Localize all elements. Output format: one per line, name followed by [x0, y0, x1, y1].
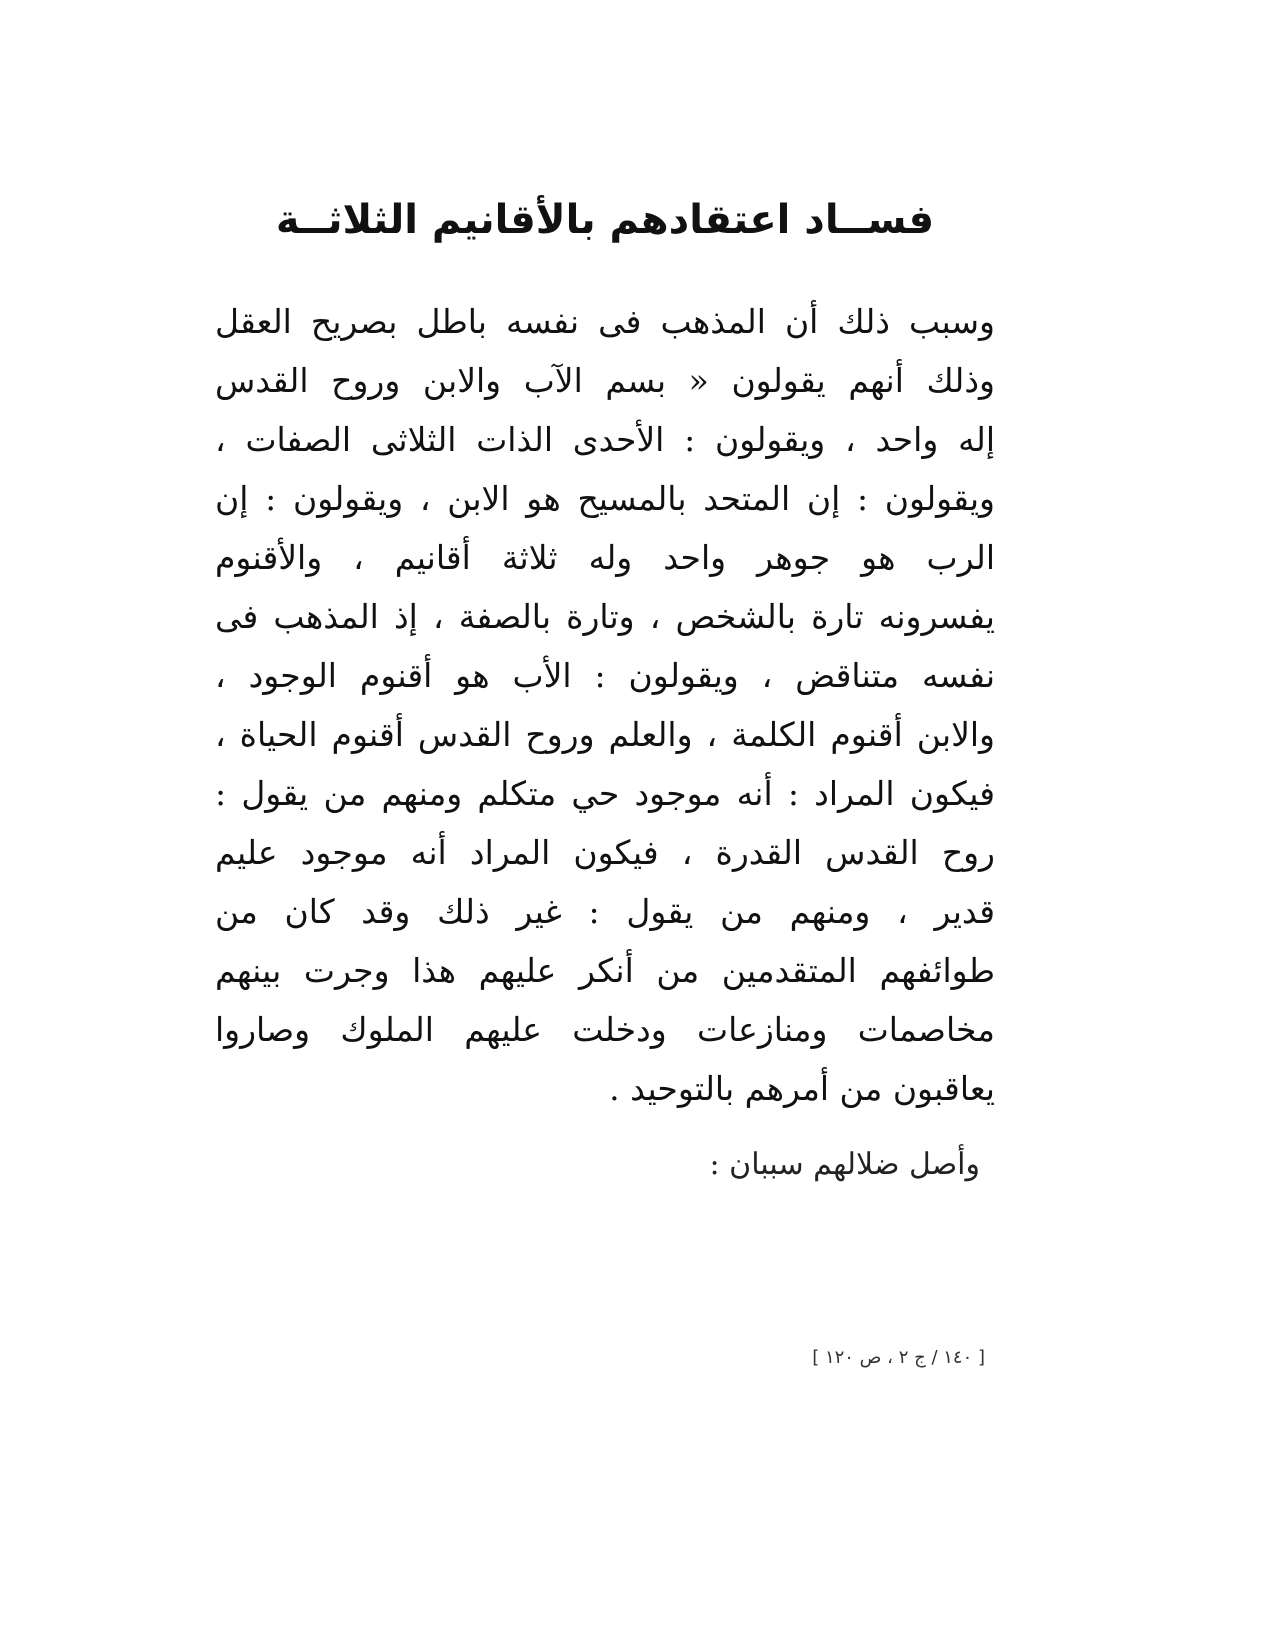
- text-line: روح القدس القدرة ، فيكون المراد أنه موجود عليم: [215, 833, 995, 872]
- text-line: وسبب ذلك أن المذهب فى نفسه باطل بصريح العقل: [215, 302, 995, 341]
- text-line: فيكون المراد : أنه موجود حي متكلم ومنهم من يقول :: [215, 774, 995, 813]
- body-paragraph: [215, 292, 995, 1118]
- text-line: يعاقبون من أمرهم بالتوحيد .: [609, 1069, 995, 1108]
- text-line: قدير ، ومنهم من يقول : غير ذلك وقد كان من: [215, 892, 995, 931]
- text-line: الرب هو جوهر واحد وله ثلاثة أقانيم ، والأقنوم: [215, 538, 995, 577]
- section-subheading: وأصل ضلالهم سببان :: [709, 1147, 980, 1182]
- page-title: فســاد اعتقادهم بالأقانيم الثلاثــة: [275, 197, 935, 243]
- text-line: مخاصمات ومنازعات ودخلت عليهم الملوك وصاروا: [215, 1010, 995, 1049]
- text-line: والابن أقنوم الكلمة ، والعلم وروح القدس أقنوم الحياة ،: [215, 715, 995, 754]
- text-line: طوائفهم المتقدمين من أنكر عليهم هذا وجرت بينهم: [215, 951, 995, 990]
- text-line: إله واحد ، ويقولون : الأحدى الذات الثلاثى الصفات ،: [215, 420, 995, 459]
- text-line: نفسه متناقض ، ويقولون : الأب هو أقنوم الوجود ،: [215, 656, 995, 695]
- text-line: وذلك أنهم يقولون « بسم الآب والابن وروح القدس: [215, 361, 995, 400]
- text-line: ويقولون : إن المتحد بالمسيح هو الابن ، ويقولون : إن: [215, 479, 995, 518]
- text-line: يفسرونه تارة بالشخص ، وتارة بالصفة ، إذ المذهب فى: [215, 597, 995, 636]
- footer-reference: [ ١٤٠ / ج ٢ ، ص ١٢٠ ]: [812, 1347, 985, 1368]
